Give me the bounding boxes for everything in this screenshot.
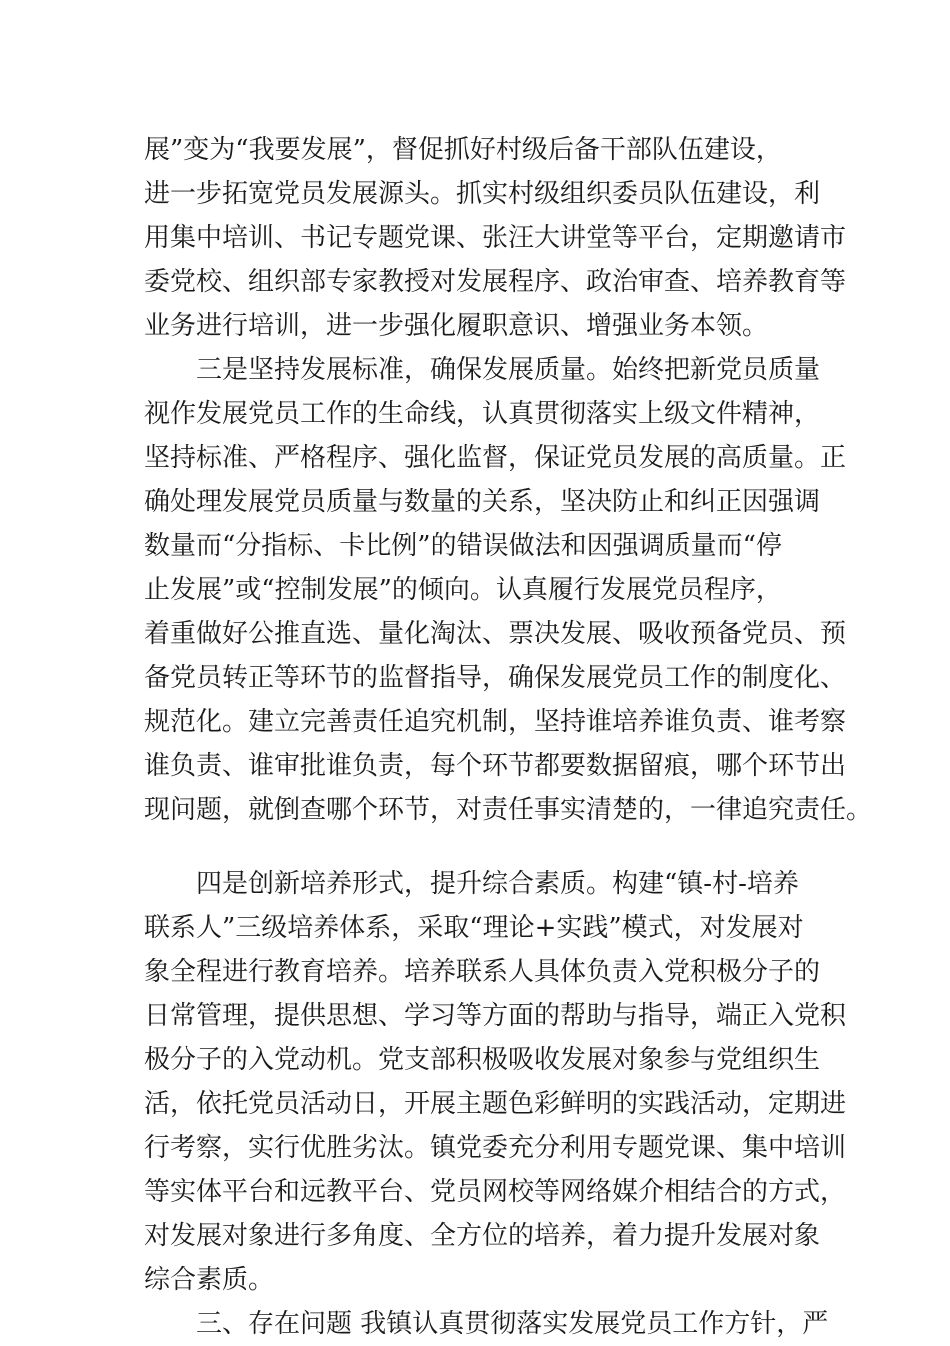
text-line: 谁负责、谁审批谁负责，每个环节都要数据留痕，哪个环节出 (144, 751, 847, 781)
text-line: 委党校、组织部专家教授对发展程序、政治审查、培养教育等 (144, 267, 847, 297)
text-line: 备党员转正等环节的监督指导，确保发展党员工作的制度化、 (144, 663, 847, 693)
text-line: 进一步拓宽党员发展源头。抓实村级组织委员队伍建设，利 (144, 179, 821, 209)
paragraph-first-line: 四是创新培养形式，提升综合素质。构建“镇-村-培养 (196, 869, 799, 899)
paragraph-first-line: 三是坚持发展标准，确保发展质量。始终把新党员质量 (196, 355, 821, 385)
text-line: 等实体平台和远教平台、党员网校等网络媒介相结合的方式， (144, 1177, 847, 1207)
text-line: 象全程进行教育培养。培养联系人具体负责入党积极分子的 (144, 957, 821, 987)
text-line: 坚持标准、严格程序、强化监督，保证党员发展的高质量。正 (144, 443, 847, 473)
text-line: 活，依托党员活动日，开展主题色彩鲜明的实践活动，定期进 (144, 1089, 847, 1119)
text-line: 用集中培训、书记专题党课、张汪大讲堂等平台，定期邀请市 (144, 223, 847, 253)
text-line: 极分子的入党动机。党支部积极吸收发展对象参与党组织生 (144, 1045, 821, 1075)
text-line: 视作发展党员工作的生命线，认真贯彻落实上级文件精神， (144, 399, 821, 429)
text-line: 联系人”三级培养体系，采取“理论+实践”模式，对发展对 (144, 913, 804, 943)
text-line: 日常管理，提供思想、学习等方面的帮助与指导，端正入党积 (144, 1001, 847, 1031)
section-heading-line: 三、存在问题 我镇认真贯彻落实发展党员工作方针，严 (196, 1309, 829, 1339)
text-line: 止发展”或“控制发展”的倾向。认真履行发展党员程序， (144, 575, 782, 605)
text-line: 业务进行培训，进一步强化履职意识、增强业务本领。 (144, 311, 769, 341)
text-line: 规范化。建立完善责任追究机制，坚持谁培养谁负责、谁考察 (144, 707, 847, 737)
text-line: 着重做好公推直选、量化淘汰、票决发展、吸收预备党员、预 (144, 619, 847, 649)
text-line: 现问题，就倒查哪个环节，对责任事实清楚的，一律追究责任。 (144, 795, 873, 825)
text-line: 综合素质。 (144, 1265, 275, 1295)
text-line: 对发展对象进行多角度、全方位的培养，着力提升发展对象 (144, 1221, 821, 1251)
text-line: 数量而“分指标、卡比例”的错误做法和因强调质量而“停 (144, 531, 782, 561)
text-line: 行考察，实行优胜劣汰。镇党委充分利用专题党课、集中培训 (144, 1133, 847, 1163)
text-line: 确处理发展党员质量与数量的关系，坚决防止和纠正因强调 (144, 487, 821, 517)
text-line: 展”变为“我要发展”，督促抓好村级后备干部队伍建设， (144, 135, 782, 165)
